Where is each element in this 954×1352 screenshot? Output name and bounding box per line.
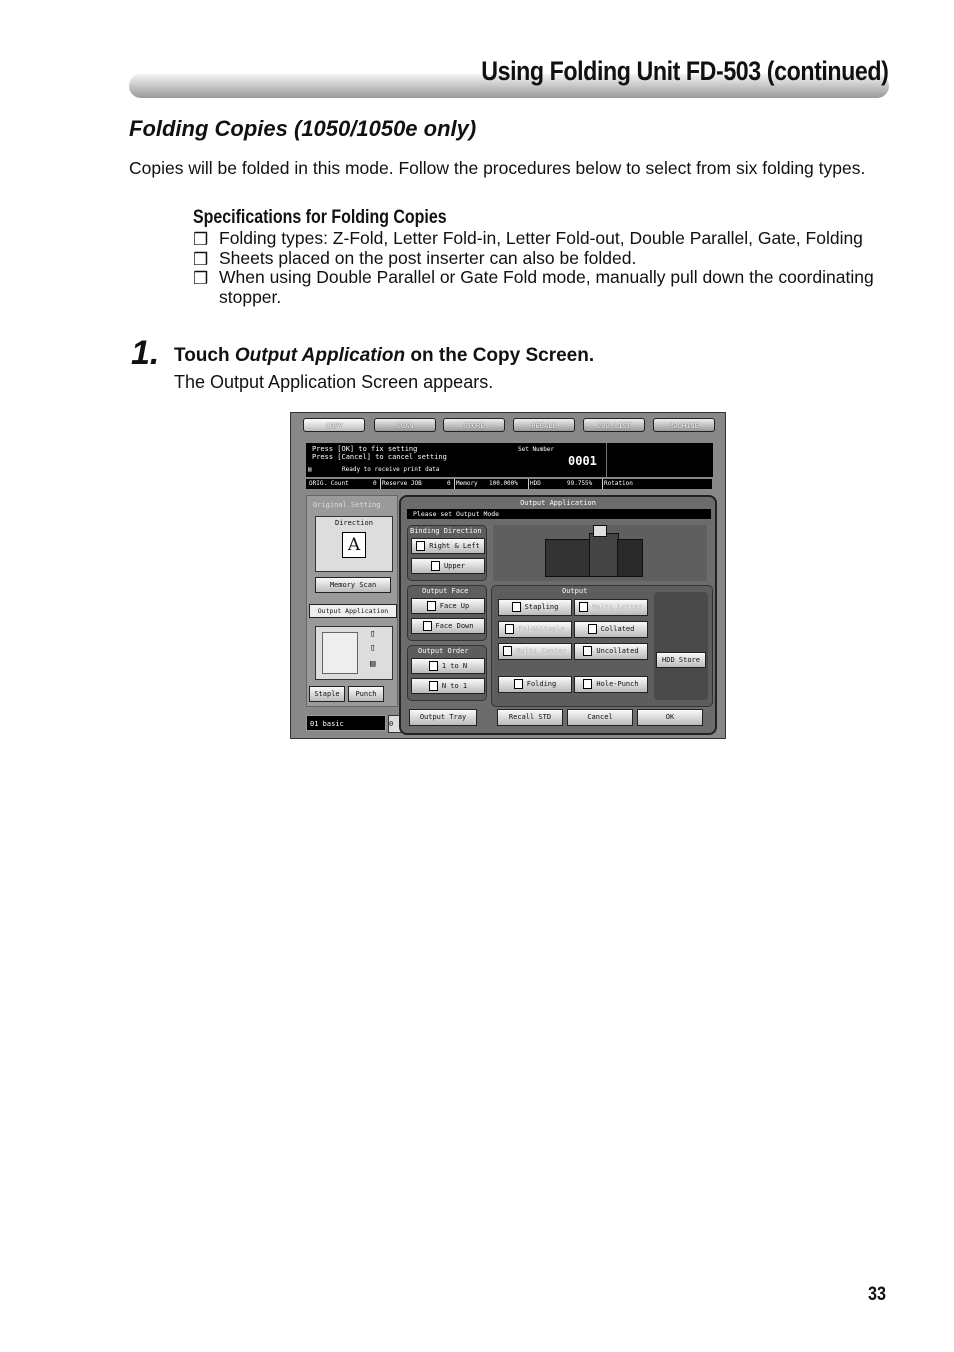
finisher-icon bbox=[589, 533, 619, 577]
letter-fold-icon bbox=[579, 602, 588, 612]
page-number: 33 bbox=[868, 1284, 886, 1305]
output-order-group: Output Order 1 to N N to 1 bbox=[407, 645, 487, 701]
n-to-one-button[interactable]: N to 1 bbox=[411, 678, 485, 694]
output-face-group: Output Face Face Up Face Down bbox=[407, 585, 487, 641]
collate-icon bbox=[588, 624, 597, 634]
rotation-indicator: Rotation bbox=[604, 480, 633, 487]
hdd-store-panel bbox=[654, 592, 708, 700]
memory-scan-button[interactable]: Memory Scan bbox=[315, 577, 391, 593]
step-instruction: Touch Output Application on the Copy Screen. bbox=[174, 345, 595, 366]
copier-body-icon bbox=[545, 539, 591, 577]
tab-copy[interactable]: COPY bbox=[303, 418, 365, 432]
upper-button[interactable]: Upper bbox=[411, 558, 485, 574]
step-result: The Output Application Screen appears. bbox=[174, 372, 494, 392]
center-fold-icon bbox=[503, 646, 512, 656]
folding-button[interactable]: Folding bbox=[498, 676, 572, 693]
output-application-button[interactable]: Output Application bbox=[309, 604, 397, 618]
fold-staple-button[interactable]: Fold&Staple bbox=[498, 621, 572, 638]
set-number-box bbox=[606, 443, 713, 477]
dialog-prompt: Please set Output Mode bbox=[407, 509, 711, 519]
staple-button[interactable]: Staple bbox=[309, 686, 345, 702]
spec-heading: Specifications for Folding Copies bbox=[193, 207, 447, 228]
sheet-icon: ▯ bbox=[370, 643, 376, 653]
output-application-dialog bbox=[399, 495, 717, 735]
tab-machine[interactable]: MACHINE bbox=[653, 418, 715, 432]
direction-button[interactable]: Direction A bbox=[315, 516, 393, 572]
folding-unit-icon bbox=[617, 539, 643, 577]
multi-letter-button[interactable]: Multi Letter bbox=[574, 599, 648, 616]
hole-punch-button[interactable]: Hole-Punch bbox=[574, 676, 648, 693]
spec-item: ❒ When using Double Parallel or Gate Fold mode, manually pull down the coordinating stopper. bbox=[193, 267, 874, 307]
spec-list bbox=[193, 229, 883, 307]
recall-std-button[interactable]: Recall STD bbox=[497, 709, 563, 726]
uncollate-icon bbox=[583, 646, 592, 656]
face-down-button[interactable]: Face Down bbox=[411, 618, 485, 634]
binding-direction-group: Binding Direction Right & Left Upper bbox=[407, 525, 487, 581]
spec-item: ❒ Folding types: Z-Fold, Letter Fold-in, Letter Fold-out, Double Parallel, Gate, Folding bbox=[193, 228, 863, 249]
right-left-button[interactable]: Right & Left bbox=[411, 538, 485, 554]
page-icon bbox=[427, 601, 436, 611]
sheet-icon: ▯ bbox=[370, 629, 376, 639]
page-icon bbox=[416, 541, 425, 551]
stack-icon bbox=[429, 661, 438, 671]
tab-job-list[interactable]: JOB LIST bbox=[583, 418, 645, 432]
punch-icon bbox=[583, 679, 592, 689]
one-to-n-button[interactable]: 1 to N bbox=[411, 658, 485, 674]
tab-store[interactable]: STORE bbox=[443, 418, 505, 432]
output-preview bbox=[315, 626, 393, 680]
multi-center-button[interactable]: Multi Center bbox=[498, 643, 572, 660]
message-line: Press [Cancel] to cancel setting bbox=[312, 453, 447, 461]
hdd-store-button[interactable]: HDD Store bbox=[656, 652, 706, 668]
fold-icon bbox=[514, 679, 523, 689]
dialog-title: Output Application bbox=[520, 499, 596, 507]
punch-button[interactable]: Punch bbox=[348, 686, 384, 702]
face-up-button[interactable]: Face Up bbox=[411, 598, 485, 614]
sheet-thumbnail-icon bbox=[322, 632, 358, 674]
basic-tab-count: 0 bbox=[388, 715, 402, 733]
section-title: Folding Copies (1050/1050e only) bbox=[129, 116, 477, 141]
direction-a-icon: A bbox=[342, 532, 366, 558]
step-number: 1. bbox=[131, 334, 160, 372]
spec-item: ❒ Sheets placed on the post inserter can also be folded. bbox=[193, 247, 637, 269]
tab-scan[interactable]: SCAN bbox=[374, 418, 436, 432]
cancel-button[interactable]: Cancel bbox=[567, 709, 633, 726]
output-tray-button[interactable]: Output Tray bbox=[409, 709, 477, 726]
intro-paragraph: Copies will be folded in this mode. Follow the procedures below to select from six folding types. bbox=[129, 158, 866, 178]
booklet-icon bbox=[505, 624, 514, 634]
staple-icon bbox=[512, 602, 521, 612]
checkbox-icon: ❒ bbox=[193, 249, 209, 269]
stapling-button[interactable]: Stapling bbox=[498, 599, 572, 616]
status-bar: ORIG. Count 0 Reserve JOB 0 Memory 100.000% HDD 99.755% Rotation bbox=[306, 479, 712, 489]
set-number-value: 0001 bbox=[568, 454, 597, 468]
output-group: Output Stapling Multi Letter Fold&Staple Collated Multi Center Uncollated Folding Hole-Punch HDD Store bbox=[491, 585, 713, 707]
checkbox-icon: ❒ bbox=[193, 269, 209, 288]
page-header-title: Using Folding Unit FD-503 (continued) bbox=[480, 56, 888, 86]
tab-recall[interactable]: RECALL bbox=[513, 418, 575, 432]
set-number-label: Set Number bbox=[518, 446, 555, 453]
printer-icon: ▤ bbox=[308, 466, 312, 473]
output-application-screen bbox=[290, 412, 726, 739]
original-setting-label: Original Setting bbox=[313, 501, 381, 509]
sorted-sheets-icon: ▤ bbox=[370, 659, 376, 669]
page-icon bbox=[423, 621, 432, 631]
stack-icon bbox=[429, 681, 438, 691]
message-line: Press [OK] to fix setting bbox=[312, 445, 418, 453]
page-icon bbox=[431, 561, 440, 571]
machine-illustration bbox=[493, 525, 707, 581]
status-text: Ready to receive print data bbox=[342, 466, 440, 473]
left-panel bbox=[306, 495, 398, 707]
post-inserter-icon bbox=[593, 525, 607, 537]
ok-button[interactable]: OK bbox=[637, 709, 703, 726]
uncollated-button[interactable]: Uncollated bbox=[574, 643, 648, 660]
collated-button[interactable]: Collated bbox=[574, 621, 648, 638]
basic-tab[interactable]: 01 basic bbox=[306, 715, 386, 731]
message-area bbox=[306, 443, 606, 477]
checkbox-icon: ❒ bbox=[193, 230, 209, 249]
